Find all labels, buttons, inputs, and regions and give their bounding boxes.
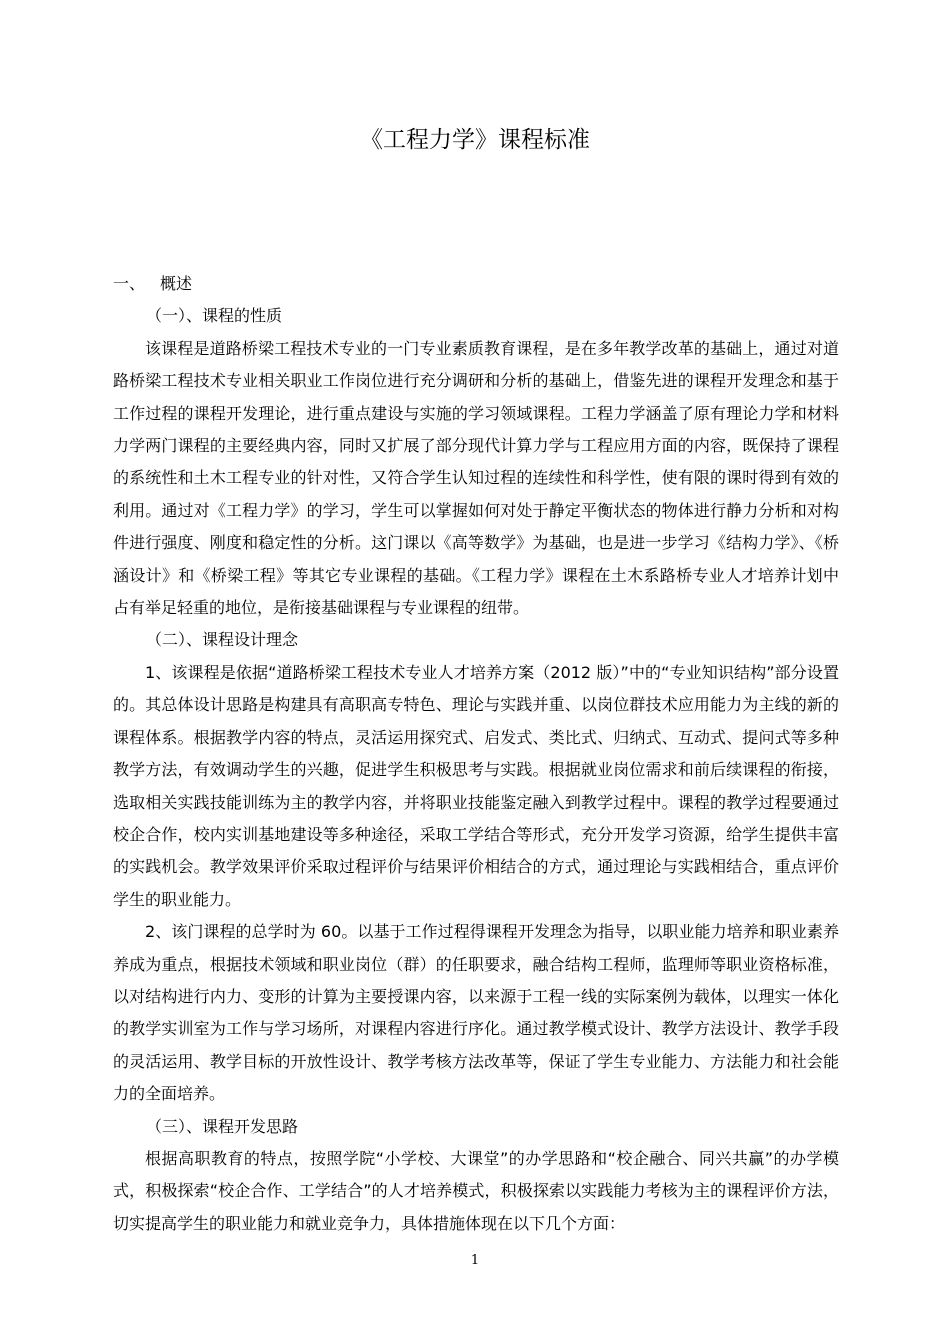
- section-title: 概述: [160, 274, 193, 293]
- document-body: [113, 268, 839, 1240]
- paragraph-development: 根据高职教育的特点，按照学院“小学校、大课堂”的办学思路和“校企融合、同兴共赢”的办学模式，积极探索“校企合作、工学结合”的人才培养模式，积极探索以实践能力考核为主的课程评价方法，切实提高学生的职业能力和就业竞争力，具体措施体现在以下几个方面：: [113, 1148, 839, 1233]
- subsection-heading-development: （三）、课程开发思路: [146, 1116, 299, 1136]
- document-title: 《工程力学》课程标准: [360, 127, 590, 153]
- page-number: 1: [470, 1253, 480, 1268]
- paragraph-design-1: 1、该课程是依据“道路桥梁工程技术专业人才培养方案（2012 版）”中的“专业知识结构”部分设置的。其总体设计思路是构建具有高职高专特色、理论与实践并重、以岗位群技术应用能力为主线的新的课程体系。根据教学内容的特点，灵活运用探究式、启发式、类比式、归纳式、互动式、提问式等多种教学方法，有效调动学生的兴趣，促进学生积极思考与实践。根据就业岗位需求和前后续课程的衔接，选取相关实践技能训练为主的教学内容，并将职业技能鉴定融入到教学过程中。课程的教学过程要通过校企合作，校内实训基地建设等多种途径，采取工学结合等形式，充分开发学习资源，给学生提供丰富的实践机会。教学效果评价采取过程评价与结果评价相结合的方式，通过理论与实践相结合，重点评价学生的职业能力。: [113, 662, 839, 909]
- subsection-heading-nature: （一）、课程的性质: [146, 306, 283, 326]
- paragraph-design-2: 2、该门课程的总学时为 60。以基于工作过程得课程开发理念为指导，以职业能力培养和职业素养养成为重点，根据技术领域和职业岗位（群）的任职要求，融合结构工程师，监理师等职业资格标准，以对结构进行内力、变形的计算为主要授课内容，以来源于工程一线的实际案例为载体，以理实一体化的教学实训室为工作与学习场所，对课程内容进行序化。通过教学模式设计、教学方法设计、教学手段的灵活运用、教学目标的开放性设计、教学考核方法改革等，保证了学生专业能力、方法能力和社会能力的全面培养。: [113, 922, 839, 1104]
- subsection-heading-design: （二）、课程设计理念: [146, 630, 299, 650]
- paragraph-nature: 该课程是道路桥梁工程技术专业的一门专业素质教育课程，是在多年教学改革的基础上，通过对道路桥梁工程技术专业相关职业工作岗位进行充分调研和分析的基础上，借鉴先进的课程开发理念和基于工作过程的课程开发理论，进行重点建设与实施的学习领域课程。工程力学涵盖了原有理论力学和材料力学两门课程的主要经典内容，同时又扩展了部分现代计算力学与工程应用方面的内容，既保持了课程的系统性和土木工程专业的针对性，又符合学生认知过程的连续性和科学性，使有限的课时得到有效的利用。通过对《工程力学》的学习，学生可以掌握如何对处于静定平衡状态的物体进行静力分析和对构件进行强度、刚度和稳定性的分析。这门课以《高等数学》为基础，也是进一步学习《结构力学》、《桥涵设计》和《桥梁工程》等其它专业课程的基础。《工程力学》课程在土木系路桥专业人才培养计划中占有举足轻重的地位，是衔接基础课程与专业课程的纽带。: [113, 338, 839, 618]
- section-heading: [113, 268, 839, 300]
- section-number: 一、: [113, 274, 146, 293]
